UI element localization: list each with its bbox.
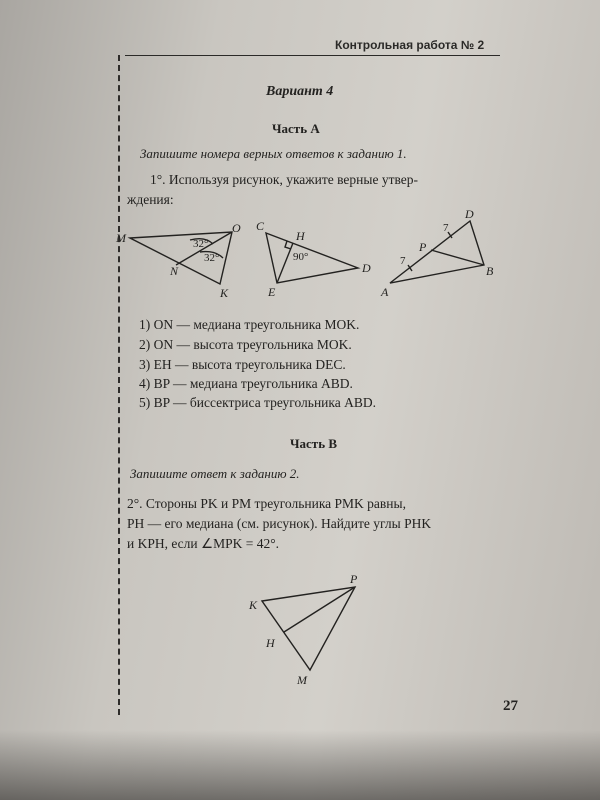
option-2: 2) ON — высота треугольника MOK. (139, 337, 352, 352)
label-k: K (220, 286, 229, 300)
question-2-line-1: 2°. Стороны PK и PM треугольника PMK равны, (127, 496, 406, 511)
part-a-title: Часть А (272, 121, 320, 136)
option-4: 4) BP — медиана треугольника ABD. (139, 376, 353, 391)
label-p-fig3: P (419, 240, 427, 254)
label-b: B (486, 264, 494, 278)
question-1-line-1: 1°. Используя рисунок, укажите верные утвер- (150, 172, 418, 187)
option-1: 1) ON — медиана треугольника MOK. (139, 317, 360, 332)
figure-2-triangle-dec (266, 233, 358, 283)
segment-bp (431, 250, 484, 265)
figure-4-triangle-pmk (262, 587, 355, 670)
angle-label-2: 32° (204, 252, 220, 264)
part-a-instruction: Запишите номера верных ответов к заданию 1. (140, 146, 407, 161)
option-3: 3) EH — высота треугольника DEC. (139, 357, 346, 372)
question-2-line-3: и KPH, если ∠MPK = 42°. (127, 536, 280, 551)
part-b-title: Часть В (290, 436, 337, 451)
question-1-line-2: ждения: (127, 192, 174, 207)
triangle-pmk (262, 587, 355, 670)
angle-label-1: 32° (193, 238, 209, 250)
page-number: 27 (503, 698, 518, 714)
angle-label-90: 90° (293, 251, 309, 263)
label-n: N (170, 264, 179, 278)
label-d-fig3: D (465, 207, 474, 221)
variant-title: Вариант 4 (266, 84, 334, 99)
side-mark-label-2: 7 (400, 255, 406, 267)
label-d-fig2: D (362, 261, 371, 275)
label-o: O (232, 221, 241, 235)
page-header-title: Контрольная работа № 2 (335, 38, 485, 52)
label-p-fig4: P (350, 572, 358, 586)
label-h: H (296, 229, 305, 243)
figure-3-triangle-abd (390, 221, 484, 283)
label-e: E (268, 285, 276, 299)
label-m-fig4: M (297, 673, 307, 687)
segment-ph (284, 587, 355, 632)
option-5: 5) BP — биссектриса треугольника ABD. (139, 395, 376, 410)
part-b-instruction: Запишите ответ к заданию 2. (130, 466, 300, 481)
question-2-line-2: PH — его медиана (см. рисунок). Найдите углы PHK (127, 516, 432, 531)
label-a: A (381, 285, 389, 299)
label-m: M (116, 231, 126, 245)
label-k-fig4: K (249, 598, 258, 612)
label-h-fig4: H (266, 636, 275, 650)
label-c: C (256, 219, 265, 233)
side-mark-label-1: 7 (443, 222, 449, 234)
